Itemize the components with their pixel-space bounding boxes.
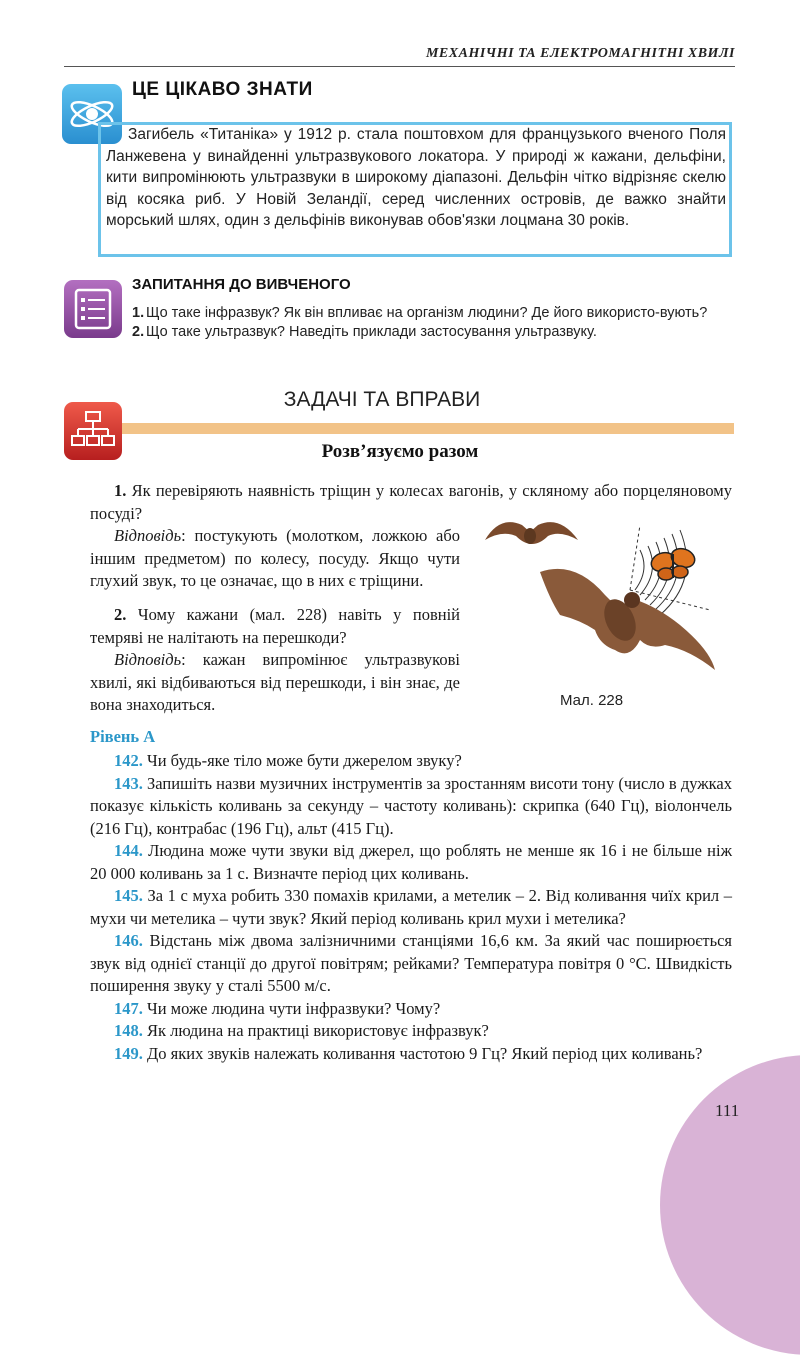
facts-title: ЦЕ ЦІКАВО ЗНАТИ: [132, 79, 313, 100]
solve-heading: Розв’язуємо разом: [321, 441, 479, 462]
questions-list: [132, 304, 732, 342]
solved-question-2: 2. Чому кажани (мал. 228) навіть у повній темряві не налітають на перешкоди?: [90, 605, 460, 647]
question-item: 1. Що таке інфразвук? Як він впливає на організм людини? Де його використо-вують?: [132, 305, 708, 321]
large-bat-icon: [540, 569, 715, 670]
exercise-item: 144. Людина може чути звуки від джерел, що роблять не менше як 16 і не більше ніж 20 000 коливань за 1 с. Визначте період цих коливань.: [90, 841, 732, 883]
tasks-heading: ЗАДАЧІ ТА ВПРАВИ: [283, 388, 481, 411]
exercise-item: 149. До яких звуків належать коливання частотою 9 Гц? Який період цих коливань?: [114, 1043, 703, 1063]
exercise-item: 145. За 1 с муха робить 330 помахів крилами, а метелик – 2. Від коливання чиїх крил – мухи чи метелика – чути звук? Який період коливань крил мухи і метелика?: [90, 886, 732, 928]
running-head: МЕХАНІЧНІ ТА ЕЛЕКТРОМАГНІТНІ ХВИЛІ: [64, 46, 735, 67]
solved-answer-2: Відповідь: кажан випромінює ультразвукові хвилі, які відбиваються від перешкоди, і він знає, де вона знаходиться.: [90, 650, 460, 714]
solved-question-1: 1. Як перевіряють наявність тріщин у колесах вагонів, у скляному або порцеляновому посуді?: [90, 481, 733, 523]
exercise-list: [90, 750, 732, 1065]
page-corner: [660, 1055, 800, 1355]
page-number: 111: [715, 1101, 740, 1120]
small-bat-icon: [485, 522, 578, 544]
figure-caption: Мал. 228: [560, 692, 624, 709]
hierarchy-icon: [64, 402, 122, 460]
question-item: 2. Що таке ультразвук? Наведіть приклади застосування ультразвуку.: [132, 324, 597, 340]
questions-title: ЗАПИТАННЯ ДО ВИВЧЕНОГО: [132, 276, 351, 293]
exercise-item: 142. Чи будь-яке тіло може бути джерелом звуку?: [114, 751, 462, 770]
exercise-item: 146. Відстань між двома залізничними станціями 16,6 км. За який час поширюється звук від однієї станції до другої повітрям; рейками? Температура повітря 0 °С. Швидкість поширення звуку у сталі 5500 м/с.: [90, 931, 733, 995]
exercise-item: 148. Як людина на практиці використовує інфразвук?: [114, 1021, 489, 1040]
level-heading: Рівень А: [90, 727, 156, 746]
exercise-item: 147. Чи може людина чути інфразвуки? Чому?: [114, 998, 441, 1018]
bat-illustration: [480, 510, 725, 685]
divider-bar: [122, 423, 734, 434]
solved-answer-1: Відповідь: постукують (молотком, ложкою або іншим предметом) по колесу, посуду. Якщо чути глухий звук, то це означає, що в них є тріщини.: [90, 526, 460, 590]
facts-text: Загибель «Титаніка» у 1912 р. стала поштовхом для французького вченого Поля Ланжевена у винайденні ультразвукового локатора. У природі ж кажани, дельфіни, кити випромінюють ультразвуки в широкому діапазоні. Дельфін чітко відрізняє скелю від косяка риб. У Новій Зеландії, серед численних островів, де важко знайти морський шлях, один з дельфінів виконував обов'язки лоцмана 30 років.: [106, 126, 726, 229]
exercise-item: 143. Запишіть назви музичних інструментів за зростанням висоти тону (число в дужках показує кількість коливань за секунду – частоту коливань): скрипка (640 Гц), віолончель (216 Гц), контрабас (196 Гц), альт (415 Гц).: [90, 773, 732, 838]
checklist-icon: [64, 280, 122, 338]
butterfly-icon: [649, 545, 698, 580]
